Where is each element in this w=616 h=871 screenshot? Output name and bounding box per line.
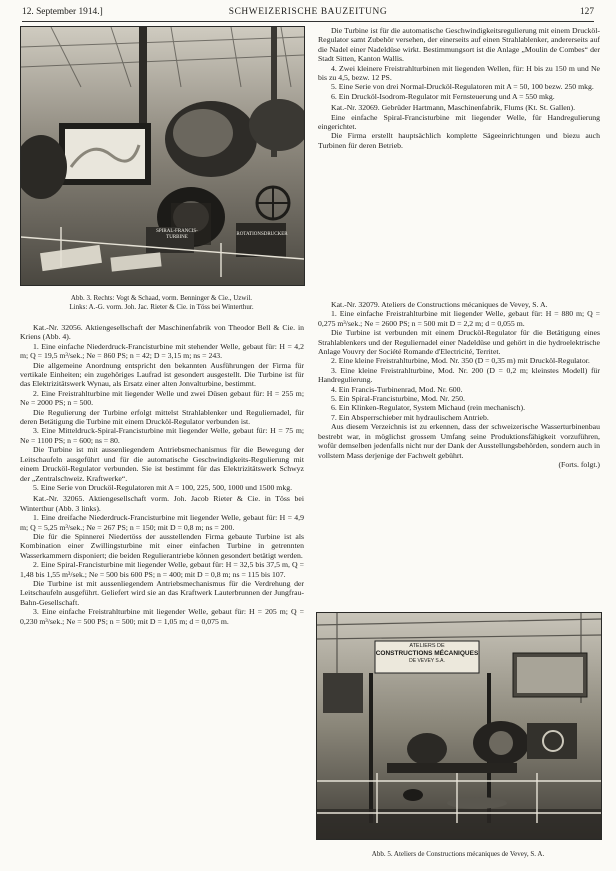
continuation-note: (Forts. folgt.) [558, 459, 600, 469]
paragraph: 2. Eine Spiral-Francisturbine mit liegender Welle, gebaut für: H = 32,5 bis 37,5 m, Q = 1,48 bis 1,55 m³/sek.; Ne = 500 bis 600 PS; n = 400; mit D = 0,8 m; ns = 115 bis 107. [20, 560, 304, 579]
right-column-top [318, 26, 600, 150]
paragraph: Die Turbine ist mit aussenliegendem Antriebsmechanismus für die Verdrehung der Leitschaufeln ausgeführt. Geliefert wird sie an das Kraftwerk Lauterbrunnen der Jungfrau-Bahn-Gesellschaft. [20, 578, 304, 607]
right-column-middle [318, 300, 600, 469]
figure-3-photo [20, 26, 305, 286]
paragraph: 3. Eine kleine Freistrahlturbine, Mod. Nr. 200 (D = 0,2 m; kleinstes Modell) für Handregulierung. [318, 365, 600, 385]
paragraph: 5. Eine Serie von drei Normal-Drucköl-Regulatoren mit A = 50, 100 bezw. 250 mkg. [331, 82, 594, 92]
paragraph: Kat.-Nr. 32056. Aktiengesellschaft der Maschinenfabrik von Theodor Bell & Cie. in Kriens (Abb. 4). [20, 323, 304, 342]
figure-5-photo [316, 612, 602, 840]
vevey-sign-line-3: DE VEVEY S.A. [409, 658, 445, 664]
paragraph: 3. Eine einfache Freistrahlturbine mit liegender Welle, gebaut für: H = 205 m; Q = 0,230 m³/sek.; Ne = 500 PS; n = 500; mit D = 1,05 m; d = 0,075 m. [20, 607, 304, 626]
paragraph: 1. Eine einfache Niederdruck-Francisturbine mit stehender Welle, gebaut für: H = 4,2 m; Q = 19,5 m³/sek.; Ne = 860 PS; n = 42; D = 3,15 m; ns = 243. [20, 341, 304, 361]
figure-3-caption-line-1: Abb. 3. Rechts: Vogt & Schaad, vorm. Benninger & Cie., Uzwil. [70, 294, 253, 302]
figure-3-illustration [21, 27, 304, 285]
paragraph: Eine einfache Spiral-Francisturbine mit liegender Welle, für Handregulierung eingerichtet. [318, 112, 600, 132]
paragraph: 6. Ein Klinken-Regulator, System Michaud (rein mechanisch). [331, 403, 526, 413]
regulator-sign: ROTATIONSDRUCKER [236, 232, 288, 237]
paragraph: Aus diesem Verzeichnis ist zu erkennen, dass der schweizerische Wasserturbinenbau bestrebt war, in möglichst grossem Umfang seine Produktionsfähigkeit vorzuführen, wofür demselben jedenfalls nicht nur der Dank der Ausstellungsbehörden, sondern auch in vollstem Mass derjenige der Fachwelt gebührt. [318, 422, 600, 460]
paragraph: 2. Eine Freistrahlturbine mit liegender Welle und zwei Düsen gebaut für: H = 255 m; Ne = 2000 PS; n = 500. [20, 388, 304, 408]
paragraph: Die Turbine ist für die automatische Geschwindigkeitsregulierung mit einem Drucköl-Regulator samt Zubehör versehen, der einerseits auf einen Strahlablenker, andererseits auf die Nadel einer Nadeldüse wirkt. Bestimmungsort ist die Anlage „Moulin de Combes“ der Stadt Sitten, Kanton Wallis. [318, 26, 600, 64]
journal-title: SCHWEIZERISCHE BAUZEITUNG [228, 7, 388, 17]
paragraph: 5. Ein Spiral-Francisturbine, Mod. Nr. 250. [331, 394, 465, 404]
paragraph: Die für die Spinnerei Niedertöss der ausstellenden Firma gebaute Turbine ist als Kombination einer Zwillingsturbine mit einer einfachen Turbine in getrennten Wasserkammern disponiert; die beiden Regulierantriebe können gesondert betätigt werden. [20, 531, 304, 560]
paragraph: Kat.-Nr. 32069. Gebrüder Hartmann, Maschinenfabrik, Flums (Kt. St. Gallen). [331, 103, 576, 113]
vevey-sign [375, 643, 479, 665]
paragraph: Kat.-Nr. 32079. Ateliers de Constructions mécaniques de Vevey, S. A. [331, 300, 548, 309]
header-rule [22, 21, 594, 22]
paragraph: Die Turbine ist mit aussenliegendem Antriebsmechanismus für die Bewegung der Leitschaufeln ausgeführt und für die automatische Geschwindigkeits-Regulierung mit einem Drucköl-Regulator verbunden. Sie ist bestimmt für das Elektrizitätswerk Schwyz der „Zentralschweiz. Kraftwerke“. [20, 445, 304, 483]
vevey-sign-line-2: CONSTRUCTIONS MÉCANIQUES [375, 650, 479, 657]
issue-date: 12. September 1914.] [22, 7, 103, 17]
paragraph: 1. Eine einfache Freistrahlturbine mit liegender Welle, gebaut für: H = 880 m; Q = 0,275 m³/sek.; Ne = 2600 PS; n = 500 mit D = 2,2 m; d = 0,055 m. [318, 309, 600, 328]
turbine-sign: SPIRAL-FRANCIS-TURBINE [156, 229, 198, 240]
vevey-sign-line-1: ATELIERS DE [409, 643, 445, 649]
page-header [22, 5, 594, 19]
left-column [20, 323, 304, 626]
paragraph: 1. Eine dreifache Niederdruck-Francisturbine mit liegender Welle, gebaut für: H = 4,9 m; Q = 5,25 m³/sek.; Ne = 267 PS; n = 150; mit D = 0,8 m; ns = 200. [20, 513, 304, 532]
paragraph: 4. Ein Francis-Turbinenrad, Mod. Nr. 600. [331, 384, 463, 394]
paragraph: 4. Zwei kleinere Freistrahlturbinen mit liegenden Wellen, für: H bis zu 150 m und Ne bis zu 4,5, bezw. 12 PS. [318, 63, 600, 83]
figure-5-caption: Abb. 5. Ateliers de Constructions mécaniques de Vevey, S. A. [371, 850, 545, 858]
paragraph: 7. Ein Absperrschieber mit hydraulischem Antrieb. [331, 412, 489, 422]
paragraph: 3. Eine Mitteldruck-Spiral-Francisturbine mit liegender Welle, gebaut für: H = 75 m; Ne = 1100 PS; n = 600; ns = 80. [20, 426, 304, 445]
paragraph: 6. Ein Drucköl-Isodrom-Regulator mit Fernsteuerung und A = 550 mkg. [331, 91, 555, 101]
paragraph: Kat.-Nr. 32065. Aktiengesellschaft vorm. Joh. Jacob Rieter & Cie. in Töss bei Winterthur (Abb. 3 links). [20, 494, 304, 513]
paragraph: Die Firma erstellt hauptsächlich komplette Sägeeinrichtungen und biezu auch Turbinen für deren Betrieb. [318, 131, 600, 150]
paragraph: Die allgemeine Anordnung entspricht den bekannten Ausführungen der Firma für vertikale Einheiten; ein zugehöriges Laufrad ist gesondert ausgestellt. Die Turbine ist für das Elektrizitätswerk Wynau, als Ersatz einer alten Jonvalturbine, bestimmt. [20, 360, 304, 389]
paragraph: 2. Eine kleine Freistrahlturbine, Mod. Nr. 350 (D = 0,35 m) mit Drucköl-Regulator. [331, 356, 590, 366]
figure-3-caption-line-2: Links: A.-G. vorm. Joh. Jac. Rieter & Cie. in Töss bei Winterthur. [69, 302, 254, 311]
figure-3-caption [20, 294, 303, 311]
paragraph: Die Regulierung der Turbine erfolgt mittelst Strahlablenker und Reguliernadel, für deren Betätigung die Turbine mit einem Drucköl-Regulator verbunden ist. [20, 407, 304, 427]
paragraph: 5. Eine Serie von Drucköl-Regulatoren mit A = 100, 225, 500, 1000 und 1500 mkg. [33, 482, 293, 492]
page-number: 127 [579, 7, 594, 17]
paragraph: Die Turbine ist verbunden mit einem Drucköl-Regulator für die Betätigung eines Strahlablenkers und der Reguliernadel einer Nadeldüse und gehört in die hydroelektrische Anlage Vouvry der Société Romande d'Electricité, Territet. [318, 328, 600, 357]
